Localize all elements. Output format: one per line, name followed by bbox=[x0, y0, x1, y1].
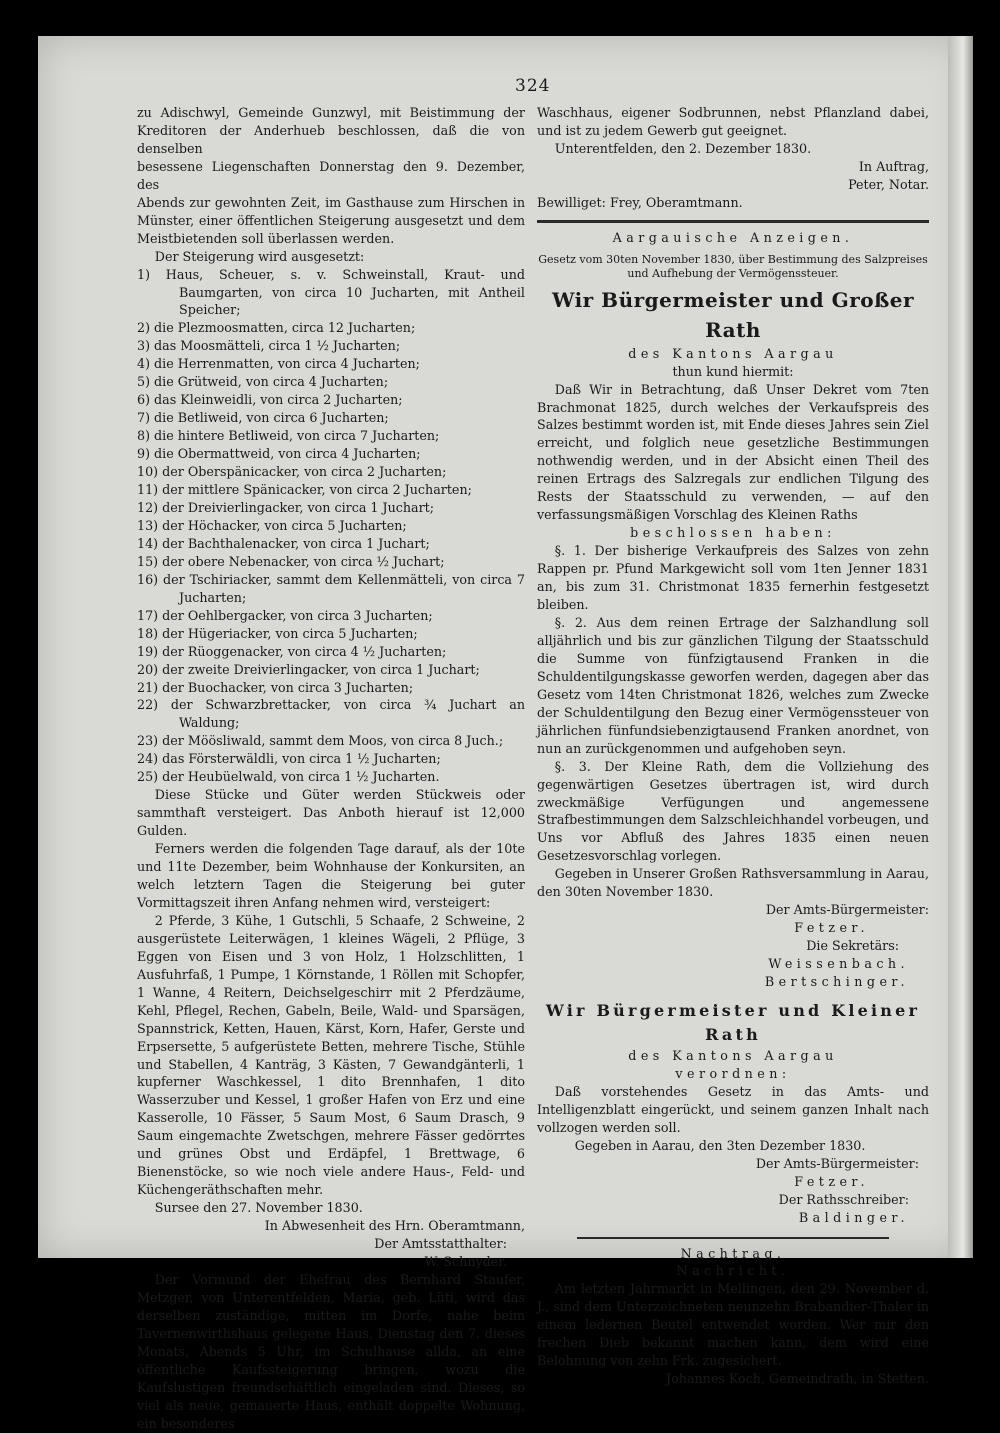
section-title: Nachtrag. bbox=[680, 1245, 786, 1261]
signature-line: Der Amts-Bürgermeister: bbox=[765, 902, 929, 918]
list-item: 12) der Dreivierlingacker, von circa 1 Juchart; bbox=[137, 499, 435, 515]
paragraph: Der Vormund der Ehefrau des Bernhard Staufer, Metzger, von Unterentfelden, Maria, geb. Lüti, wird das derselben zuständige, mitten im Dorfe, nahe beim Tavernenwirthshaus gelegene Haus, Dienstag den 7. dieses Monats, Abends 5 Uhr, im Schulhause allda, an eine öffentliche Kaufssteigerung bringen, wozu die Kaufslustigen freundschäftlich eingeladen sind. Dieses, so viel als neue, gemauerte Haus, enthält doppelte Wohnung, ein besonderes bbox=[137, 1271, 525, 1431]
heading: Wir Bürgermeister und Kleiner Rath bbox=[545, 1000, 921, 1044]
subheading: des Kantons Aargau bbox=[628, 1047, 838, 1063]
signature-name: W. Schnyder. bbox=[424, 1254, 507, 1269]
date-line: Gegeben in Aarau, den 3ten Dezember 1830. bbox=[574, 1137, 866, 1153]
list-item: 6) das Kleinweidli, von circa 2 Jucharten; bbox=[137, 392, 403, 408]
text-line: Meistbietenden soll überlassen werden. bbox=[137, 230, 395, 246]
page-edge bbox=[948, 36, 973, 1258]
list-item: 23) der Möösliwald, sammt dem Moos, von circa 8 Juch.; bbox=[137, 733, 504, 749]
divider bbox=[577, 1237, 889, 1239]
signature-name: Baldinger. bbox=[798, 1209, 909, 1225]
text-line: besessene Liegenschaften Donnerstag den 9. Dezember, des bbox=[137, 158, 525, 192]
subheading: des Kantons Aargau bbox=[628, 345, 838, 361]
item-list bbox=[137, 266, 525, 787]
signature-name: Weissenbach. bbox=[768, 956, 909, 972]
list-item: 1) Haus, Scheuer, s. v. Schweinstall, Kraut- und Baumgarten, von circa 10 Jucharten, mit Antheil Speicher; bbox=[137, 266, 525, 318]
signature-name: Peter, Notar. bbox=[848, 176, 929, 192]
signature-line: In Abwesenheit des Hrn. Oberamtmann, bbox=[264, 1218, 525, 1234]
paragraph: Daß vorstehendes Gesetz in das Amts- und Intelligenzblatt eingerückt, und seinem ganzen Inhalt nach vollzogen werden soll. bbox=[537, 1083, 929, 1135]
text-line: Münster, einer öffentlichen Steigerung ausgesetzt und dem bbox=[137, 212, 525, 228]
signature-line: Der Amtsstatthalter: bbox=[374, 1236, 507, 1252]
page-number: 324 bbox=[515, 76, 551, 96]
list-item: 18) der Hügeriacker, von circa 5 Jucharten; bbox=[137, 625, 418, 641]
paragraph: Daß Wir in Betrachtung, daß Unser Dekret vom 7ten Brachmonat 1825, durch welches der Verkaufspreis des Salzes bestimmt worden ist, mit Ende dieses Jahres sein Ziel erreicht, und folglich neue gesetzliche Bestimmungen nothwendig werden, und in der Absicht einen Theil des reinen Ertrags des Salzregals zur endlichen Tilgung des Rests der Staatsschuld zu verwenden, — auf den verfassungsmäßigen Vorschlag des Kleinen Raths bbox=[537, 381, 929, 523]
paragraph: §. 2. Aus dem reinen Ertrage der Salzhandlung soll alljährlich und bis zur gänzlichen Tilgung der Staatsschuld die Summe von fünfzigtausend Franken in die Schuldentilgungskasse geworfen werden, dagegen aber das Gesetz vom 14ten Christmonat 1826, welches zum Zwecke der Schuldentilgung den Bezug einer Vermögenssteuer von jährlichen fünfundsiebenzigtausend Franken anordnet, von nun an zurückgenommen und aufgehoben seyn. bbox=[537, 614, 929, 756]
subheading: Nachricht. bbox=[676, 1263, 790, 1279]
list-item: 21) der Buochacker, von circa 3 Jucharten; bbox=[137, 679, 414, 695]
signature-line: In Auftrag, bbox=[858, 158, 929, 174]
list-item: 14) der Bachthalenacker, von circa 1 Juchart; bbox=[137, 535, 430, 551]
paragraph: 2 Pferde, 3 Kühe, 1 Gutschli, 5 Schaafe, 2 Schweine, 2 ausgerüstete Leiterwägen, 1 kleines Wägeli, 2 Pflüge, 3 Eggen von Eisen und 3 von Holz, 1 Holzschlitten, 1 Ausfuhrfaß, 1 Pumpe, 1 Körnstande, 1 Röllen mit Schopfer, 1 Wanne, 4 Reitern, Deichselgeschirr mit 2 Pferdzäume, Kehl, Pflegel, Rechen, Gabeln, Beile, Wald- und Sparsägen, Spannstrick, Ketten, Hauen, Kärst, Korn, Hafer, Gerste und Erpsersette, 5 aufgerüstete Betten, mehrere Tische, Stühle und Stabellen, 4 Kanträg, 3 Kästen, 7 Gewandgänterli, 1 kupferner Waschkessel, 1 dito Brennhafen, 1 dito Wasserzuber und Kessel, 1 großer Hafen von Erz und eine Kasserolle, 10 Fässer, 5 Saum Most, 6 Saum Drasch, 9 Saum eingemachte Zwetschgen, mehrere Fässer gedörrtes und grünes Obst und Erdäpfel, 1 Brettwage, 6 Bienenstöcke, so wie noch viele andere Haus-, Feld- und Küchengeräthschaften mehr. bbox=[137, 912, 525, 1198]
paragraph: Am letzten Jahrmarkt in Mellingen, den 29. November d. J., sind dem Unterzeichneten neunzehn Brabandier-Thaler in einem ledernen Beutel entwendet worden. Wer mir den frechen Dieb bekannt machen kann, dem wird eine Belohnung von zehn Frk. zugesichert. bbox=[537, 1281, 929, 1369]
signature-name: Bertschinger. bbox=[764, 974, 909, 990]
list-item: 13) der Höchacker, von circa 5 Jucharten; bbox=[137, 517, 407, 533]
subheading: thun kund hiermit: bbox=[672, 363, 794, 379]
heading: Wir Bürgermeister und Großer Rath bbox=[551, 287, 915, 342]
signature-line: Der Amts-Bürgermeister: bbox=[755, 1155, 919, 1171]
text-line: Abends zur gewohnten Zeit, im Gasthause zum Hirschen in bbox=[137, 194, 525, 210]
date-line: Sursee den 27. November 1830. bbox=[154, 1200, 363, 1216]
list-item: 10) der Oberspänicacker, von circa 2 Jucharten; bbox=[137, 464, 447, 480]
list-item: 16) der Tschiriacker, sammt dem Kellenmätteli, von circa 7 Jucharten; bbox=[137, 571, 525, 605]
list-item: 5) die Grütweid, von circa 4 Jucharten; bbox=[137, 374, 389, 390]
section-title: Aargauische Anzeigen. bbox=[612, 229, 854, 245]
steigerung-intro: Der Steigerung wird ausgesetzt: bbox=[154, 248, 365, 264]
list-item: 7) die Betliweid, von circa 6 Jucharten; bbox=[137, 410, 389, 426]
list-item: 2) die Plezmoosmatten, circa 12 Jucharten; bbox=[137, 320, 416, 336]
list-item: 11) der mittlere Spänicacker, von circa 2 Jucharten; bbox=[137, 482, 472, 498]
list-item: 4) die Herrenmatten, von circa 4 Jucharten; bbox=[137, 356, 420, 372]
text-line: Kreditoren der Anderhueb beschlossen, daß die von denselben bbox=[137, 122, 525, 156]
list-item: 3) das Moosmätteli, circa 1 ½ Jucharten; bbox=[137, 338, 401, 354]
subheading: beschlossen haben: bbox=[630, 525, 836, 541]
paragraph: Diese Stücke und Güter werden Stückweis oder sammthaft versteigert. Das Anboth hierauf ist 12,000 Gulden. bbox=[137, 787, 525, 839]
left-column bbox=[137, 104, 525, 1433]
list-item: 15) der obere Nebenacker, von circa ½ Juchart; bbox=[137, 553, 445, 569]
text-line: zu Adischwyl, Gemeinde Gunzwyl, mit Beistimmung der bbox=[137, 105, 525, 120]
list-item: 25) der Heubüelwald, von circa 1 ½ Jucharten. bbox=[137, 769, 440, 785]
list-item: 9) die Obermattweid, von circa 4 Jucharten; bbox=[137, 446, 421, 462]
date-line: Unterentfelden, den 2. Dezember 1830. bbox=[554, 140, 812, 156]
signature-line: Der Rathsschreiber: bbox=[778, 1191, 909, 1207]
paragraph: Gegeben in Unserer Großen Rathsversammlung in Aarau, den 30ten November 1830. bbox=[537, 866, 929, 900]
paragraph: Waschhaus, eigener Sodbrunnen, nebst Pflanzland dabei, und ist zu jedem Gewerb gut geeignet. bbox=[537, 105, 929, 138]
paragraph: Ferners werden die folgenden Tage darauf, als der 10te und 11te Dezember, beim Wohnhause der Konkursiten, an welch letztern Tagen die Steigerung bei guter Vormittagszeit ihren Anfang nehmen wird, versteigert: bbox=[137, 841, 525, 910]
paragraph: §. 3. Der Kleine Rath, dem die Vollziehung des gegenwärtigen Gesetzes übertragen ist, wird durch zweckmäßige Verfügungen und angemessene Strafbestimmungen dem Salzschleichhandel vorbeugen, und Uns vor Abfluß des Jahres 1835 einen neuen Gesetzesvorschlag vorlegen. bbox=[537, 758, 929, 864]
signature-line: Johannes Koch, Gemeindrath, in Stetten. bbox=[666, 1371, 929, 1387]
list-item: 20) der zweite Dreivierlingacker, von circa 1 Juchart; bbox=[137, 661, 480, 677]
signature-name: Fetzer. bbox=[794, 920, 869, 936]
right-column bbox=[537, 104, 929, 1388]
list-item: 19) der Rüoggenacker, von circa 4 ½ Jucharten; bbox=[137, 643, 447, 659]
list-item: 24) das Försterwäldli, von circa 1 ½ Jucharten; bbox=[137, 751, 441, 767]
list-item: 17) der Oehlbergacker, von circa 3 Jucharten; bbox=[137, 607, 433, 623]
divider bbox=[537, 220, 929, 223]
list-item: 22) der Schwarzbrettacker, von circa ¾ Juchart an Waldung; bbox=[137, 697, 525, 731]
list-item: 8) die hintere Betliweid, von circa 7 Jucharten; bbox=[137, 428, 440, 444]
subheading: verordnen: bbox=[675, 1065, 791, 1081]
law-title: Gesetz vom 30ten November 1830, über Bestimmung des Salzpreises und Aufhebung der Vermögenssteuer. bbox=[538, 252, 928, 280]
approval-line: Bewilliget: Frey, Oberamtmann. bbox=[537, 194, 743, 210]
signature-name: Fetzer. bbox=[794, 1173, 869, 1189]
signature-line: Die Sekretärs: bbox=[806, 938, 899, 954]
paragraph: §. 1. Der bisherige Verkaufpreis des Salzes von zehn Rappen pr. Pfund Markgewicht soll vom 1ten Jenner 1831 an, bis zum 31. Christmonat 1835 fernerhin festgesetzt bleiben. bbox=[537, 543, 929, 613]
